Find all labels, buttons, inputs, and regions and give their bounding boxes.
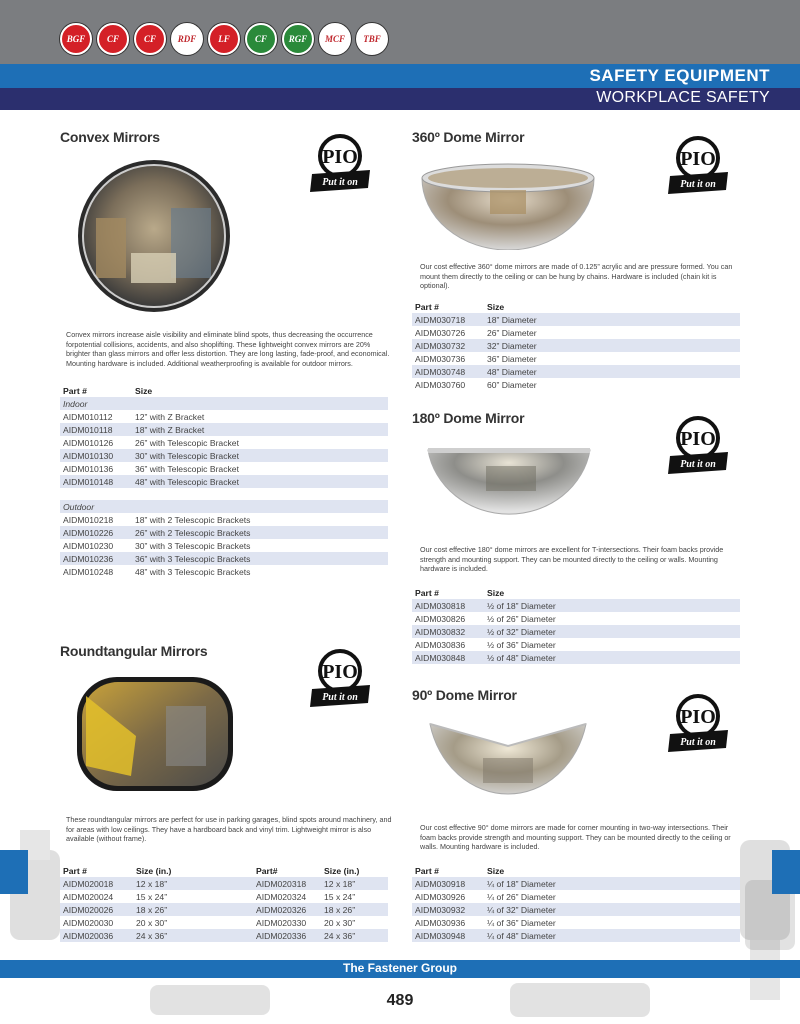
table-spacer (60, 488, 388, 500)
table-row: AIDM030932 ¼ of 32” Diameter (412, 903, 740, 916)
svg-text:Put it on: Put it on (680, 737, 716, 748)
brand-logo-cf: CF (97, 23, 129, 55)
convex-mirror-image (76, 158, 232, 314)
svg-text:PIO: PIO (680, 148, 716, 170)
brand-logo-rdf: RDF (171, 23, 203, 55)
roundtangular-mirror-image (76, 676, 234, 792)
table-row: AIDM010236 36” with 3 Telescopic Brackets (60, 552, 388, 565)
dome-90-mirror-image (428, 718, 588, 814)
table-row: AIDM010112 12” with Z Bracket (63, 411, 205, 422)
convex-table (60, 384, 388, 578)
table-row: AIDM030736 36” Diameter (415, 353, 537, 364)
col-part-header: Part # (63, 385, 87, 396)
table-row: AIDM030718 18” Diameter (412, 313, 740, 326)
table-row: AIDM010126 26” with Telescopic Bracket (63, 437, 239, 448)
dome-360-description: Our cost effective 360° dome mirrors are made of 0.125” acrylic and are pressure formed. You can mount them directly to the ceiling or can be hung by chains. Hardware is included (chain kit is optional). (420, 262, 733, 291)
table-row: AIDM020036 24 x 36” AIDM020336 24 x 36” (60, 929, 388, 942)
left-side-tab (0, 850, 28, 894)
section-title: SAFETY EQUIPMENT (589, 66, 770, 85)
brand-logo-bgf: BGF (60, 23, 92, 55)
table-row: AIDM010136 36” with Telescopic Bracket (63, 463, 239, 474)
svg-text:Put it on: Put it on (680, 179, 716, 190)
dome-180-heading: 180º Dome Mirror (412, 410, 525, 426)
table-row: AIDM030948 ¼ of 48” Diameter (412, 929, 740, 942)
table-header (60, 384, 388, 397)
table-row: AIDM030832 ½ of 32” Diameter (412, 625, 740, 638)
table-row: AIDM030936 ¼ of 36” Diameter (415, 917, 556, 928)
table-row: AIDM010148 48” with Telescopic Bracket (60, 475, 388, 488)
brand-logo-lf: LF (208, 23, 240, 55)
table-row: AIDM020018 12 x 18” AIDM020318 12 x 18” (60, 877, 388, 890)
section-subtitle: WORKPLACE SAFETY (596, 89, 770, 106)
pio-logo (666, 132, 730, 196)
roundtangular-description: These roundtangular mirrors are perfect for use in parking garages, blind spots around machinery, and for areas with low ceilings. They have a hardboard back and vinyl trim. Lightweight mirror is also available (without frame). (66, 815, 392, 844)
svg-text:PIO: PIO (322, 146, 358, 168)
table-section-outdoor: Outdoor (60, 500, 388, 513)
table-row: AIDM010218 18” with 2 Telescopic Brackets (63, 514, 251, 525)
table-header: Part # Size (in.) Part# Size (in.) (63, 865, 360, 876)
table-row: AIDM030918 ¼ of 18” Diameter (412, 877, 740, 890)
dome-360-heading: 360º Dome Mirror (412, 129, 525, 145)
table-row: AIDM010226 26” with 2 Telescopic Brackets (60, 526, 388, 539)
table-row: AIDM010230 30” with 3 Telescopic Brackets (63, 540, 251, 551)
brand-logo-rgf: RGF (282, 23, 314, 55)
table-row: AIDM030848 ½ of 48” Diameter (412, 651, 740, 664)
table-header: Part # Size (415, 587, 505, 598)
brand-logo-row (60, 23, 388, 55)
dome-90-description: Our cost effective 90° dome mirrors are made for corner mounting in two-way intersections. Their foam backs provide strength and mounting support. They can be mounted directly to the ceiling or walls. Mounting hardware is included. (420, 823, 731, 852)
table-row: AIDM020024 15 x 24” AIDM020324 15 x 24” (63, 891, 356, 902)
dome-90-table (412, 864, 740, 942)
table-row: AIDM030818 ½ of 18” Diameter (412, 599, 740, 612)
table-row: AIDM020030 20 x 30” AIDM020330 20 x 30” (63, 917, 356, 928)
svg-text:Put it on: Put it on (322, 692, 358, 703)
table-row: AIDM030732 32” Diameter (412, 339, 740, 352)
dome-360-table (412, 300, 740, 391)
dome-180-mirror-image (426, 446, 592, 528)
dome-90-heading: 90º Dome Mirror (412, 687, 517, 703)
table-header: Part # Size (415, 301, 505, 312)
pio-logo (666, 690, 730, 754)
table-row: AIDM010130 30” with Telescopic Bracket (60, 449, 388, 462)
table-row: AIDM030826 ½ of 26” Diameter (415, 613, 556, 624)
table-row: AIDM030726 26” Diameter (415, 327, 537, 338)
page-number: 489 (386, 992, 414, 1009)
table-row: AIDM030836 ½ of 36” Diameter (415, 639, 556, 650)
svg-text:Put it on: Put it on (322, 177, 358, 188)
dome-180-description: Our cost effective 180° dome mirrors are excellent for T-intersections. Their foam backs provide strength and mounting support. They can be mounted directly to the ceiling or walls. Mounting hardware is included. (420, 545, 724, 574)
brand-logo-cf-2: CF (134, 23, 166, 55)
roundtangular-table (60, 864, 388, 942)
roundtangular-mirrors-heading: Roundtangular Mirrors (60, 643, 208, 659)
svg-text:PIO: PIO (680, 706, 716, 728)
table-row: AIDM010248 48” with 3 Telescopic Brackets (63, 566, 251, 577)
convex-description: Convex mirrors increase aisle visibility and eliminate blind spots, thus decreasing the occurrence forpotential collisions, accidents, and also shoplifting. These lightweight convex mirrors are 20% brighter than glass mirrors and offer less distortion. They are long lasting, fade-proof, and economical. Mounting hardware is included. Additional weatherproofing is available for outdoor mirrors. (66, 330, 390, 368)
table-row: AIDM020026 18 x 26” AIDM020326 18 x 26” (60, 903, 388, 916)
table-row: AIDM030760 60” Diameter (415, 379, 537, 390)
table-section-indoor: Indoor (60, 397, 388, 410)
brand-logo-cf-3: CF (245, 23, 277, 55)
svg-text:Put it on: Put it on (680, 459, 716, 470)
brand-logo-tbf: TBF (356, 23, 388, 55)
brand-logo-mcf: MCF (319, 23, 351, 55)
pio-logo (666, 412, 730, 476)
convex-mirrors-heading: Convex Mirrors (60, 129, 160, 145)
dome-360-mirror-image (420, 160, 596, 250)
pio-logo (308, 130, 372, 194)
footer-company-name: The Fastener Group (342, 961, 458, 975)
dome-180-table (412, 586, 740, 664)
col-size-header: Size (135, 385, 153, 396)
table-row: AIDM010118 18” with Z Bracket (60, 423, 388, 436)
table-header: Part # Size (415, 865, 505, 876)
pio-logo (308, 645, 372, 709)
svg-text:PIO: PIO (322, 661, 358, 683)
right-side-tab (772, 850, 800, 894)
svg-text:PIO: PIO (680, 428, 716, 450)
table-row: AIDM030926 ¼ of 26” Diameter (415, 891, 556, 902)
table-row: AIDM030748 48” Diameter (412, 365, 740, 378)
